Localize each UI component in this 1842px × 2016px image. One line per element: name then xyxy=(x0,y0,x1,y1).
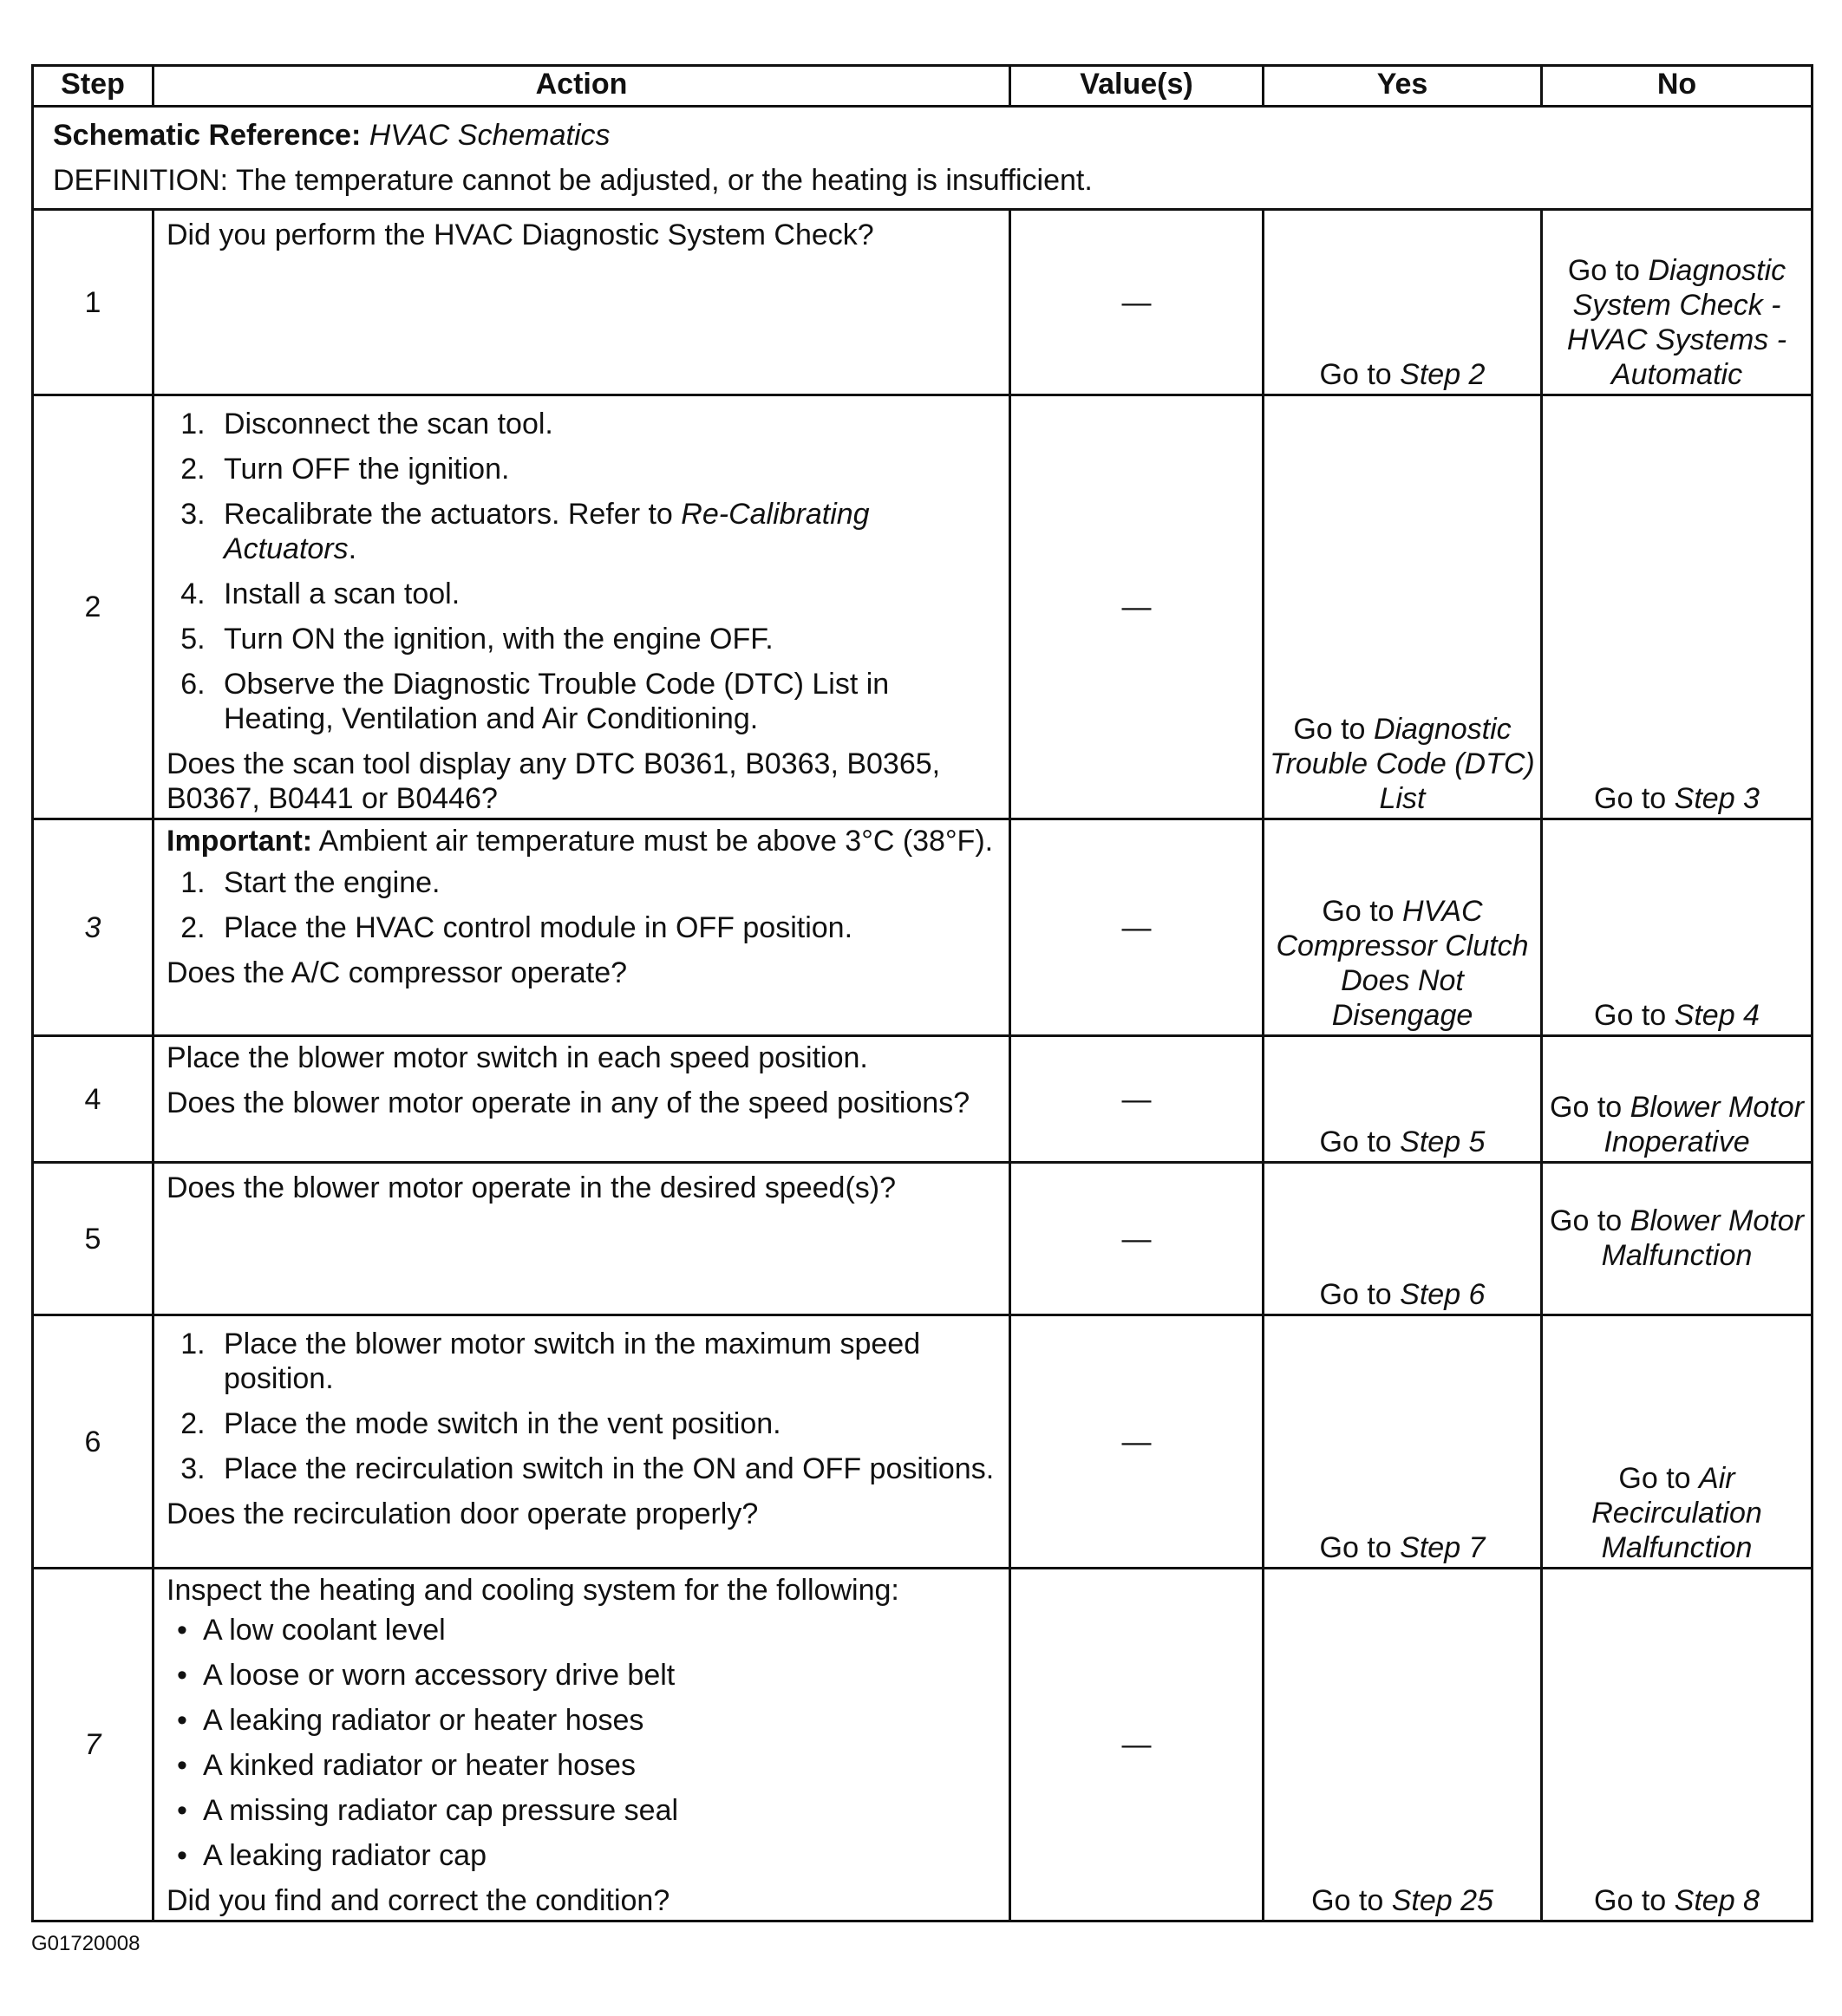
no-link[interactable]: Blower Motor Inoperative xyxy=(1604,1091,1804,1158)
yes-cell xyxy=(1264,819,1542,1036)
action-steps xyxy=(167,407,996,736)
list-item: 2. Place the mode switch in the vent position. xyxy=(213,1406,996,1441)
definition-text: DEFINITION: The temperature cannot be adjusted, or the heating is insufficient. xyxy=(53,164,1093,197)
yes-link[interactable]: Step 2 xyxy=(1400,358,1486,391)
table-row xyxy=(33,395,1813,819)
action-question: Does the blower motor operate in any of the speed positions? xyxy=(167,1086,970,1119)
yes-link[interactable]: Step 7 xyxy=(1400,1531,1486,1564)
action-cell xyxy=(154,1036,1010,1163)
value-cell: — xyxy=(1010,1569,1264,1921)
yes-cell xyxy=(1264,210,1542,395)
step-number: 1 xyxy=(33,210,154,395)
header-row xyxy=(33,66,1813,107)
no-cell xyxy=(1542,1315,1813,1569)
value-cell: — xyxy=(1010,1163,1264,1315)
table-row xyxy=(33,819,1813,1036)
header-action: Action xyxy=(154,66,1010,107)
diagnostic-table xyxy=(31,64,1813,1922)
list-item: 4. Install a scan tool. xyxy=(213,577,996,611)
header-yes: Yes xyxy=(1264,66,1542,107)
list-item: 1. Place the blower motor switch in the maximum speed position. xyxy=(213,1327,996,1396)
action-question: Did you perform the HVAC Diagnostic System Check? xyxy=(167,219,874,251)
no-prefix: Go to xyxy=(1618,1462,1691,1495)
yes-link[interactable]: Step 5 xyxy=(1400,1125,1486,1158)
list-item: • A loose or worn accessory drive belt xyxy=(203,1658,996,1693)
no-link[interactable]: Step 3 xyxy=(1674,782,1760,815)
yes-link[interactable]: Step 6 xyxy=(1400,1278,1486,1311)
action-cell xyxy=(154,210,1010,395)
step-number: 4 xyxy=(33,1036,154,1163)
yes-cell xyxy=(1264,1163,1542,1315)
action-cell xyxy=(154,1163,1010,1315)
list-item: 3. Place the recirculation switch in the ON and OFF positions. xyxy=(213,1452,996,1486)
yes-prefix: Go to xyxy=(1319,1278,1392,1311)
action-question: Did you find and correct the condition? xyxy=(167,1884,670,1917)
yes-prefix: Go to xyxy=(1311,1884,1384,1917)
no-cell xyxy=(1542,1163,1813,1315)
yes-cell xyxy=(1264,395,1542,819)
value-cell: — xyxy=(1010,395,1264,819)
step-number: 3 xyxy=(33,819,154,1036)
list-item: 2. Turn OFF the ignition. xyxy=(213,452,996,486)
action-cell xyxy=(154,1569,1010,1921)
value-cell: — xyxy=(1010,1315,1264,1569)
step-number: 5 xyxy=(33,1163,154,1315)
list-item: 1. Start the engine. xyxy=(213,865,996,900)
value-cell: — xyxy=(1010,1036,1264,1163)
list-item: 5. Turn ON the ignition, with the engine OFF. xyxy=(213,622,996,656)
action-question: Does the A/C compressor operate? xyxy=(167,956,628,989)
yes-link[interactable]: HVAC Compressor Clutch Does Not Disengage xyxy=(1276,895,1529,1032)
yes-prefix: Go to xyxy=(1319,1531,1392,1564)
yes-cell xyxy=(1264,1569,1542,1921)
schematic-label: Schematic Reference: xyxy=(53,119,362,152)
step-number: 7 xyxy=(33,1569,154,1921)
action-steps xyxy=(167,865,996,945)
condition-list xyxy=(167,1613,996,1873)
yes-cell xyxy=(1264,1315,1542,1569)
yes-prefix: Go to xyxy=(1293,713,1366,746)
no-cell xyxy=(1542,210,1813,395)
action-intro: Place the blower motor switch in each speed position. xyxy=(167,1041,868,1074)
yes-link[interactable]: Step 25 xyxy=(1391,1884,1493,1917)
list-item: • A kinked radiator or heater hoses xyxy=(203,1748,996,1783)
figure-id: G01720008 xyxy=(31,1932,140,1955)
value-cell: — xyxy=(1010,819,1264,1036)
banner-cell xyxy=(33,107,1813,210)
action-cell xyxy=(154,395,1010,819)
action-cell xyxy=(154,819,1010,1036)
important-label: Important: xyxy=(167,825,313,858)
list-item: • A low coolant level xyxy=(203,1613,996,1647)
table-row xyxy=(33,1036,1813,1163)
list-item: • A leaking radiator cap xyxy=(203,1838,996,1873)
reference-link[interactable]: Re-Calibrating Actuators xyxy=(224,498,870,565)
list-item: 3. Recalibrate the actuators. Refer to Re-Calibrating Actuators. xyxy=(213,497,996,566)
no-cell xyxy=(1542,395,1813,819)
yes-link[interactable]: Diagnostic Trouble Code (DTC) List xyxy=(1270,713,1535,815)
yes-prefix: Go to xyxy=(1319,358,1392,391)
table-row xyxy=(33,210,1813,395)
no-prefix: Go to xyxy=(1594,782,1667,815)
no-prefix: Go to xyxy=(1567,254,1640,287)
no-prefix: Go to xyxy=(1550,1091,1623,1124)
action-question: Does the scan tool display any DTC B0361, B0363, B0365, B0367, B0441 or B0446? xyxy=(167,747,941,815)
no-link[interactable]: Air Recirculation Malfunction xyxy=(1591,1462,1762,1564)
no-link[interactable]: Diagnostic System Check - HVAC Systems - Automatic xyxy=(1566,254,1787,391)
action-steps xyxy=(167,1327,996,1486)
list-item: 1. Disconnect the scan tool. xyxy=(213,407,996,441)
list-item: 2. Place the HVAC control module in OFF position. xyxy=(213,910,996,945)
step-number: 2 xyxy=(33,395,154,819)
action-intro: Inspect the heating and cooling system for the following: xyxy=(167,1574,899,1607)
no-prefix: Go to xyxy=(1594,1884,1667,1917)
important-text: Ambient air temperature must be above 3°C (38°F). xyxy=(318,825,994,858)
yes-prefix: Go to xyxy=(1319,1125,1392,1158)
list-item: • A missing radiator cap pressure seal xyxy=(203,1793,996,1828)
no-link[interactable]: Step 8 xyxy=(1674,1884,1760,1917)
no-link[interactable]: Step 4 xyxy=(1674,999,1760,1032)
important-note xyxy=(167,824,996,858)
header-values: Value(s) xyxy=(1010,66,1264,107)
no-cell xyxy=(1542,1036,1813,1163)
schematic-reference xyxy=(53,113,1792,158)
no-prefix: Go to xyxy=(1550,1204,1623,1237)
no-cell xyxy=(1542,819,1813,1036)
list-item: 6. Observe the Diagnostic Trouble Code (DTC) List in Heating, Ventilation and Air Conditioning. xyxy=(213,667,996,736)
no-cell xyxy=(1542,1569,1813,1921)
action-cell xyxy=(154,1315,1010,1569)
action-question: Does the blower motor operate in the desired speed(s)? xyxy=(167,1171,897,1204)
list-item: • A leaking radiator or heater hoses xyxy=(203,1703,996,1738)
table-row xyxy=(33,1569,1813,1921)
no-link[interactable]: Blower Motor Malfunction xyxy=(1601,1204,1804,1272)
list-item-text: Recalibrate the actuators. Refer to xyxy=(224,498,673,531)
action-question: Does the recirculation door operate properly? xyxy=(167,1497,759,1530)
banner-row xyxy=(33,107,1813,210)
header-no: No xyxy=(1542,66,1813,107)
schematic-link[interactable]: HVAC Schematics xyxy=(369,119,611,152)
no-prefix: Go to xyxy=(1594,999,1667,1032)
yes-cell xyxy=(1264,1036,1542,1163)
header-step: Step xyxy=(33,66,154,107)
value-cell: — xyxy=(1010,210,1264,395)
table-row xyxy=(33,1163,1813,1315)
step-number: 6 xyxy=(33,1315,154,1569)
yes-prefix: Go to xyxy=(1322,895,1395,928)
table-row xyxy=(33,1315,1813,1569)
